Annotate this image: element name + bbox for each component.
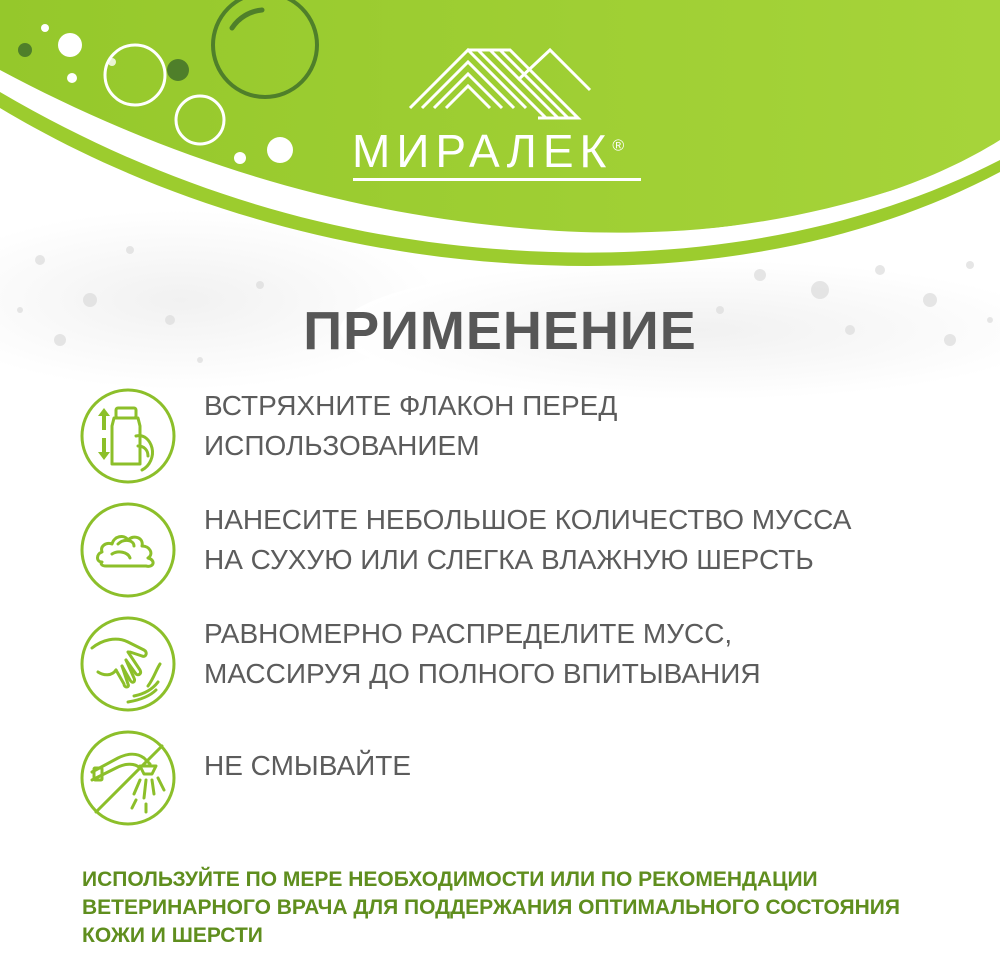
step-3 xyxy=(78,614,978,714)
brand-name-text: МИРАЛЕК xyxy=(352,125,613,177)
step-text-line: НА СУХУЮ ИЛИ СЛЕГКА ВЛАЖНУЮ ШЕРСТЬ xyxy=(204,544,814,575)
bubble xyxy=(108,58,116,66)
step-1 xyxy=(78,386,978,486)
step-text-line: РАВНОМЕРНО РАСПРЕДЕЛИТЕ МУСС, xyxy=(204,618,733,649)
bubble xyxy=(234,152,246,164)
usage-note-line: ВЕТЕРИНАРНОГО ВРАЧА ДЛЯ ПОДДЕРЖАНИЯ ОПТИМАЛЬНОГО СОСТОЯНИЯ xyxy=(82,896,900,919)
shake-bottle-icon xyxy=(78,386,178,486)
registered-mark: ® xyxy=(612,137,625,155)
bubble xyxy=(67,73,77,83)
step-4 xyxy=(78,728,978,828)
step-text-line: НАНЕСИТЕ НЕБОЛЬШОЕ КОЛИЧЕСТВО МУССА xyxy=(204,504,852,535)
foam-icon xyxy=(78,500,178,600)
step-text-line: ВСТРЯХНИТЕ ФЛАКОН ПЕРЕД xyxy=(204,390,618,421)
step-text xyxy=(204,746,964,786)
usage-note xyxy=(82,866,982,950)
no-shower-icon xyxy=(78,728,178,828)
step-text-line: ИСПОЛЬЗОВАНИЕМ xyxy=(204,430,480,461)
step-text xyxy=(204,614,964,694)
step-text-line: НЕ СМЫВАЙТЕ xyxy=(204,750,412,781)
bubble xyxy=(18,43,32,57)
brand-underline xyxy=(353,178,641,181)
brand-name xyxy=(352,124,642,178)
bubble xyxy=(167,59,189,81)
bubble xyxy=(267,137,293,163)
step-text xyxy=(204,500,964,580)
usage-note-line: КОЖИ И ШЕРСТИ xyxy=(82,924,263,947)
usage-note-line: ИСПОЛЬЗУЙТЕ ПО МЕРЕ НЕОБХОДИМОСТИ ИЛИ ПО РЕКОМЕНДАЦИИ xyxy=(82,868,818,891)
step-text-line: МАССИРУЯ ДО ПОЛНОГО ВПИТЫВАНИЯ xyxy=(204,658,761,689)
hand-massage-icon xyxy=(78,614,178,714)
bubble xyxy=(41,24,49,32)
page-title: ПРИМЕНЕНИЕ xyxy=(303,301,697,361)
step-text xyxy=(204,386,964,466)
bubble xyxy=(58,33,82,57)
step-2 xyxy=(78,500,978,600)
